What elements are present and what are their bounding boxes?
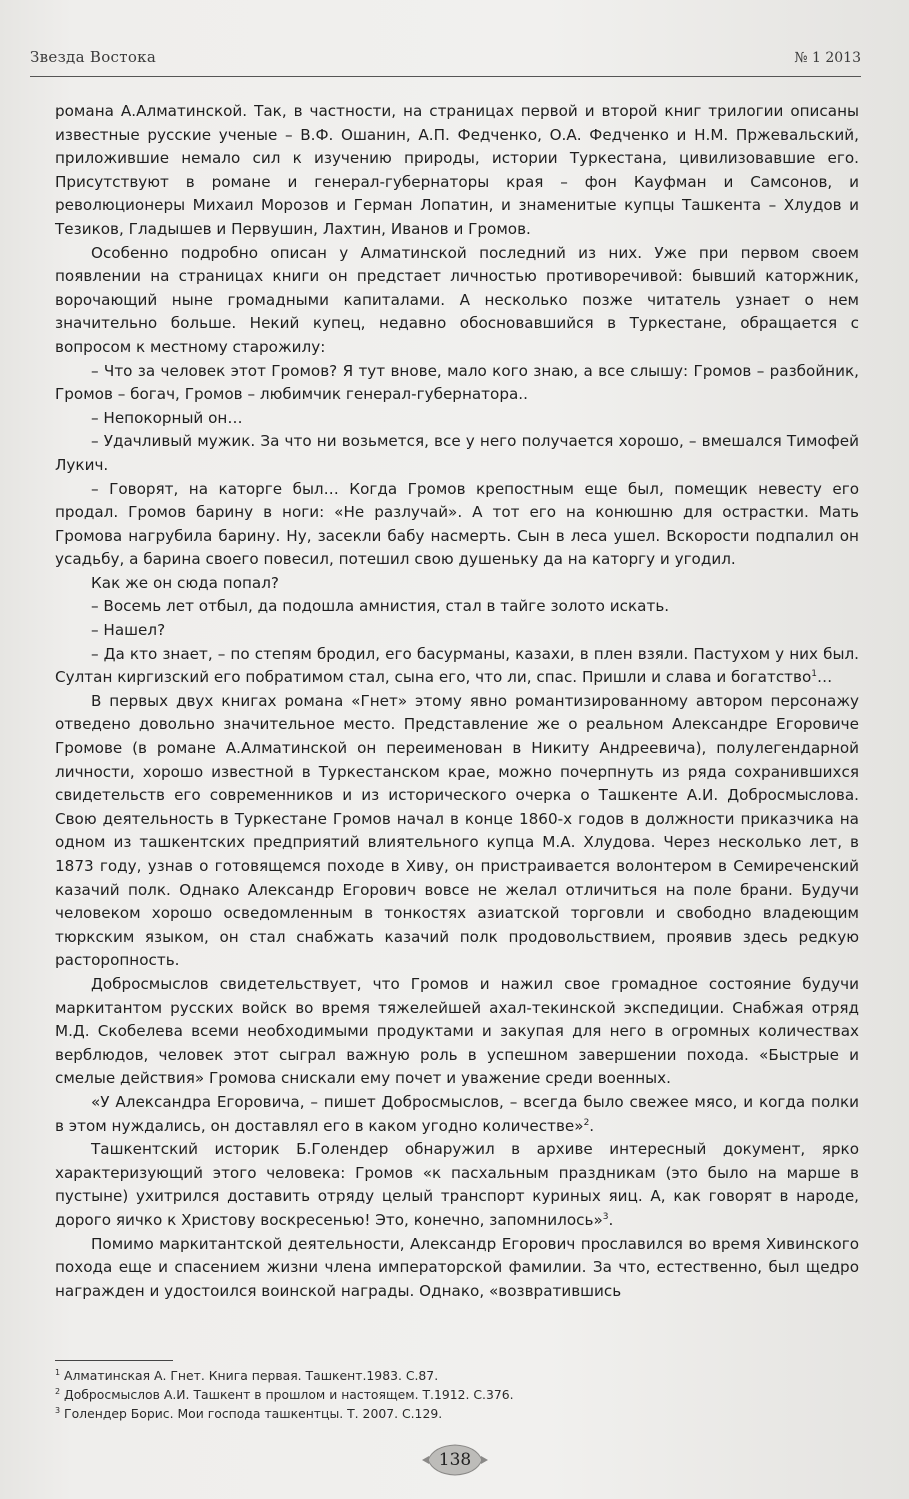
footnote-text: Добросмыслов А.И. Ташкент в прошлом и настоящем. Т.1912. С.376. bbox=[60, 1387, 514, 1402]
paragraph: В первых двух книгах романа «Гнет» этому явно романтизированному автором персонажу отведено довольно значительное место. Представление же о реальном Александре Егоровиче Громове (в романе А.Алматинской он переименован в Никиту Андреевича), полулегендарной личности, хорошо известной в Туркестанском крае, можно почерпнуть из ряда сохранившихся свидетельств его современников и из исторического очерка о Ташкенте А.И. Добросмыслова. Свою деятельность в Туркестане Громов начал в конце 1860-х годов в должности приказчика на одном из ташкентских предприятий влиятельного купца М.А. Хлудова. Через несколько лет, в 1873 году, узнав о готовящемся походе в Хиву, он пристраивается волонтером в Семиреченский казачий полк. Однако Александр Егорович вовсе не желал отличиться на поле брани. Будучи человеком хорошо осведомленным в тонкостях азиатской торговли и свободно владеющим тюркским языком, он стал снабжать казачий полк продовольствием, проявив здесь редкую расторопность. bbox=[55, 691, 859, 970]
paragraph-text: Ташкентский историк Б.Голендер обнаружил в архиве интересный документ, ярко характеризующий этого человека: Громов «к пасхальным праздникам (это было на марше в пустыне) ухитрился доставить отряду целый транспорт куриных яиц. А, как говорят в народе, дорого яичко к Христову воскресенью! Это, конечно, запомнилось» bbox=[55, 1140, 859, 1229]
paragraph: Помимо маркитантской деятельности, Александр Егорович прославился во время Хивинского похода еще и спасением жизни члена императорской фамилии. За что, естественно, был щедро награжден и удостоился воинской награды. Однако, «возвратившись bbox=[55, 1234, 859, 1300]
dialogue-line bbox=[55, 643, 859, 690]
paragraph-text: «У Александра Егоровича, – пишет Добросмыслов, – всегда было свежее мясо, и когда полки в этом нуждались, он доставлял его в каком угодно количестве» bbox=[55, 1092, 859, 1135]
dialogue-line: – Непокорный он… bbox=[91, 408, 243, 427]
paragraph bbox=[55, 1138, 859, 1232]
quote-paragraph bbox=[55, 1091, 859, 1138]
dialogue-line: – Восемь лет отбыл, да подошла амнистия, стал в тайге золото искать. bbox=[91, 597, 670, 616]
article-body bbox=[55, 100, 859, 1303]
paragraph: романа А.Алматинской. Так, в частности, на страницах первой и второй книг трилогии описаны известные русские ученые – В.Ф. Ошанин, А.П. Федченко, О.А. Федченко и Н.М. Пржевальский, приложившие немало сил к изучению природы, истории Туркестана, цивилизовавшие его. Присутствуют в романе и генерал-губернаторы края – фон Кауфман и Самсонов, и революционеры Михаил Морозов и Герман Лопатин, и знаменитые купцы Ташкента – Хлудов и Тезиков, Гладышев и Первушин, Лахтин, Иванов и Громов. bbox=[55, 102, 859, 238]
paragraph: Особенно подробно описан у Алматинской последний из них. Уже при первом своем появлении на страницах книги он предстает личностью противоречивой: бывший каторжник, ворочающий ныне громадными капиталами. А несколько позже читатель узнает о нем значительно больше. Некий купец, недавно обосновавшийся в Туркестане, обращается с вопросом к местному старожилу: bbox=[55, 243, 859, 356]
footnote-mark: 2 bbox=[55, 1386, 61, 1396]
page-number: 138 bbox=[438, 1450, 472, 1470]
footnote-mark: 3 bbox=[55, 1405, 61, 1415]
paragraph-tail: . bbox=[608, 1210, 614, 1229]
footnote-mark: 1 bbox=[55, 1367, 61, 1377]
footnote-ref: 2 bbox=[583, 1117, 590, 1128]
dialogue-line: – Удачливый мужик. За что ни возьмется, все у него получается хорошо, – вмешался Тимофей Лукич. bbox=[55, 432, 859, 474]
footnote bbox=[55, 1404, 835, 1423]
running-header bbox=[30, 40, 861, 77]
footnote-text: Алматинская А. Гнет. Книга первая. Ташкент.1983. С.87. bbox=[60, 1368, 439, 1383]
issue-number: № 1 2013 bbox=[794, 50, 861, 66]
page-number-badge bbox=[420, 1440, 490, 1480]
footnote-divider bbox=[55, 1360, 173, 1361]
paragraph: Добросмыслов свидетельствует, что Громов и нажил свое громадное состояние будучи маркитантом русских войск во время тяжелейшей ахал-текинской экспедиции. Снабжая отряд М.Д. Скобелева всеми необходимыми продуктами и закупая для него в огромных количествах верблюдов, человек этот сыграл важную роль в успешном завершении похода. «Быстрые и смелые действия» Громова снискали ему почет и уважение среди военных. bbox=[55, 974, 859, 1088]
journal-title: Звезда Востока bbox=[30, 48, 157, 66]
paragraph-tail: . bbox=[589, 1116, 595, 1135]
dialogue-line: – Нашел? bbox=[91, 621, 166, 640]
dialogue-line: – Что за человек этот Громов? Я тут внове, мало кого знаю, а все слышу: Громов – разбойник, Громов – богач, Громов – любимчик генерал-губернатора.. bbox=[55, 361, 859, 404]
paragraph-text: – Да кто знает, – по степям бродил, его басурманы, казахи, в плен взяли. Пастухом у них был. Султан киргизский его побратимом стал, сына его, что ли, спас. Пришли и слава и богатство bbox=[55, 644, 859, 687]
paragraph-tail: … bbox=[817, 668, 833, 687]
footnotes bbox=[55, 1366, 835, 1423]
footnote-ref: 1 bbox=[811, 669, 817, 680]
footnote bbox=[55, 1366, 835, 1385]
footnote-ref: 3 bbox=[602, 1211, 609, 1222]
footnote bbox=[55, 1385, 835, 1404]
footnote-text: Голендер Борис. Мои господа ташкентцы. Т. 2007. С.129. bbox=[60, 1406, 443, 1421]
dialogue-line: – Говорят, на каторге был… Когда Громов крепостным еще был, помещик невесту его продал. Громов барину в ноги: «Не разлучай». А тот его на конюшню для острастки. Мать Громова нагрубила барину. Ну, засекли бабу насмерть. Сын в леса ушел. Вскорости подпалил он усадьбу, а барина своего повесил, потешил свою душеньку да на каторгу и угодил. bbox=[55, 479, 859, 569]
dialogue-line: Как же он сюда попал? bbox=[91, 573, 279, 592]
